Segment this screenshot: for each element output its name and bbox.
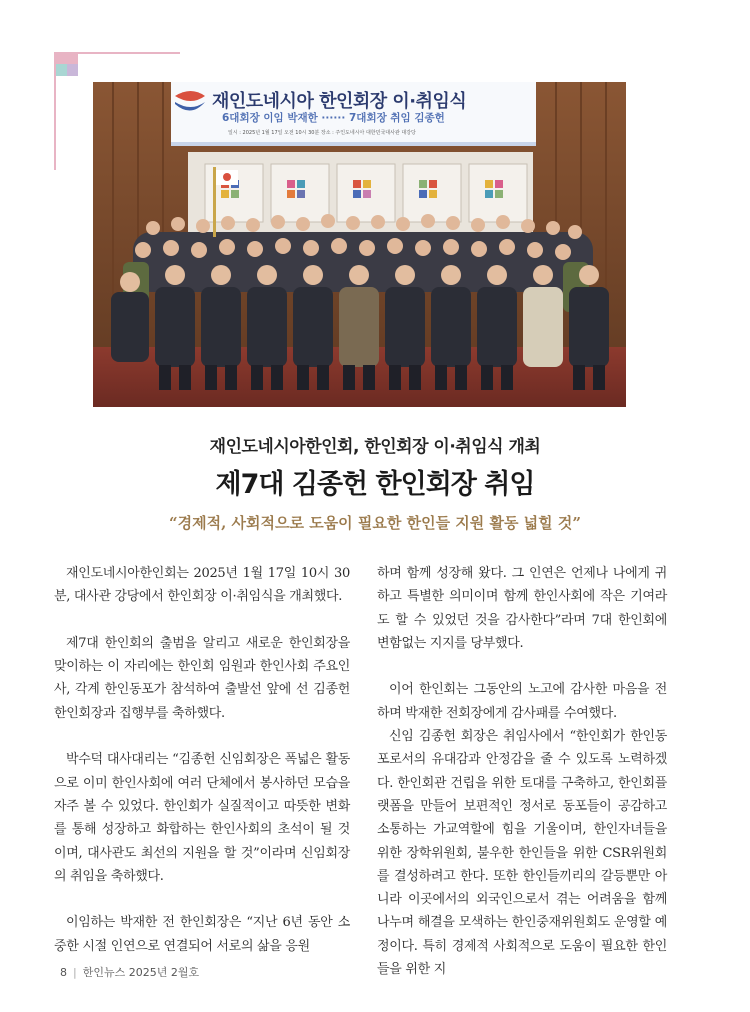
- paragraph: 박수덕 대사대리는 “김종헌 신임회장은 폭넓은 활동으로 이미 한인사회에 여러 단체에서 봉사하던 모습을 자주 볼 수 있었다. 한인회가 실질적이고 따뜻한 변화를 통해 성장하고 화합하는 한인사회의 초석이 될 것이며, 대사관도 최선의 지원을 할 것”이라며 신임회장의 취임을 축하했다.: [54, 752, 350, 884]
- footer-separator: |: [73, 966, 77, 979]
- paragraph: 하며 함께 성장해 왔다. 그 인연은 언제나 나에게 귀하고 특별한 의미이며 함께 한인사회에 작은 기여라도 할 수 있었던 것을 감사한다”라며 7대 한인회에 변함없는 지지를 당부했다.: [377, 566, 667, 651]
- photo-banner-info: 일시 : 2025년 1월 17일 오전 10시 30분 장소 : 주인도네시아 대한민국대사관 대강당: [228, 130, 416, 136]
- corner-square-purple: [67, 64, 78, 76]
- photo-banner-subtitle: 6대회장 이임 박재한 ······ 7대회장 취임 김종헌: [222, 112, 445, 124]
- photo-banner-title: 재인도네시아 한인회장 이·취임식: [212, 91, 467, 112]
- page-footer: [60, 964, 199, 980]
- article-kicker: 재인도네시아한인회, 한인회장 이·취임식 개최: [209, 437, 541, 457]
- paragraph: 재인도네시아한인회는 2025년 1월 17일 10시 30분, 대사관 강당에서 한인회장 이·취임식을 개최했다.: [54, 566, 350, 605]
- paragraph: 신임 김종헌 회장은 취임사에서 “한인회가 한인동포로서의 유대감과 안정감을 줄 수 있도록 노력하겠다. 한인회관 건립을 위한 토대를 구축하고, 한인회플랫폼을 만들어 보편적인 정서로 동포들이 공감하고 소통하는 가교역할에 힘을 기울이며, 한인자녀들을 위한 장학위원회, 불우한 한인들을 위한 CSR위원회를 결성하려고 한다. 또한 한인들끼리의 갈등뿐만 아니라 이곳에서의 외국인으로서 겪는 어려움을 함께 나누며 해결을 모색하는 한인중재위원회도 운영할 예정이다. 특히 경제적 사회적으로 도움이 필요한 한인들을 위한 지: [377, 729, 667, 978]
- pull-quote: “경제적, 사회적으로 도움이 필요한 한인들 지원 활동 넓힐 것”: [168, 514, 582, 532]
- page-number: 8: [60, 966, 67, 979]
- paragraph: 이어 한인회는 그동안의 노고에 감사한 마음을 전하며 박재한 전회장에게 감사패를 수여했다.: [377, 682, 667, 721]
- paragraph: 이임하는 박재한 전 한인회장은 “지난 6년 동안 소중한 시절 인연으로 연결되어 서로의 삶을 응원: [54, 915, 350, 954]
- publication-name: 한인뉴스 2025년 2월호: [82, 966, 200, 979]
- article-column-left: [54, 562, 350, 958]
- paragraph: 제7대 한인회의 출범을 알리고 새로운 한인회장을 맞이하는 이 자리에는 한인회 임원과 한인사회 주요인사, 각계 한인동포가 참석하여 출발선 앞에 선 김종헌 한인회장과 집행부를 축하했다.: [54, 635, 350, 721]
- corner-square-teal: [56, 64, 67, 76]
- article-column-right: [377, 562, 667, 981]
- article-headline: 제7대 김종헌 한인회장 취임: [215, 469, 535, 500]
- corner-square-pink: [56, 54, 78, 64]
